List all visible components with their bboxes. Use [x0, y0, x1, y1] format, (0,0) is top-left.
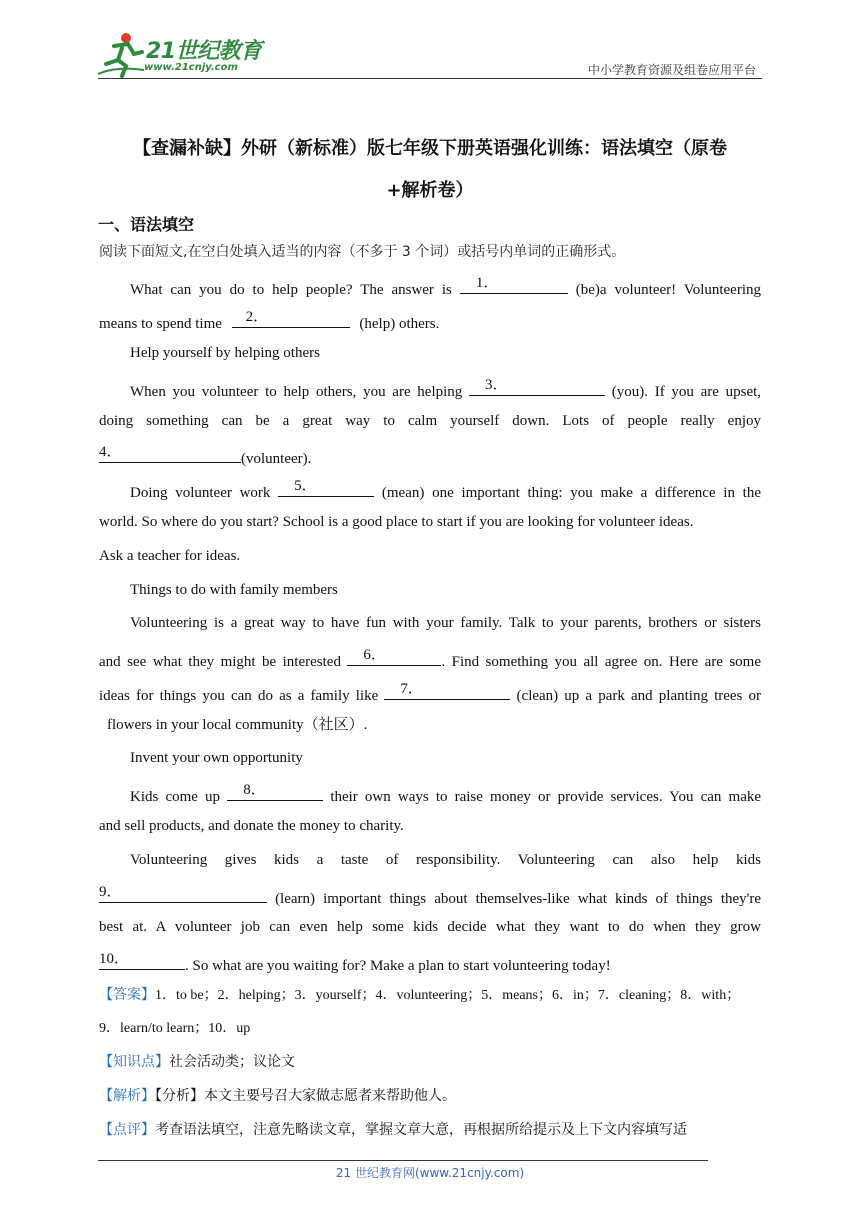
passage-text: . Find something you all agree on. Here are some — [441, 654, 762, 670]
title-line-2: +解析卷） — [386, 180, 474, 201]
passage-text: doing something can be a great way to calm yourself down. Lots of people really enjoy — [99, 413, 761, 429]
passage-line — [99, 715, 761, 735]
passage-text: and sell products, and donate the money to charity. — [99, 818, 404, 834]
passage-line — [99, 613, 761, 633]
blank-2[interactable] — [232, 309, 350, 328]
comment-line — [99, 1120, 761, 1140]
passage-text: Volunteering gives kids a taste of responsibility. Volunteering can also help kids — [130, 852, 761, 868]
blank-10[interactable] — [99, 951, 185, 970]
analysis-line — [99, 1086, 761, 1106]
subheading-text: Help yourself by helping others — [130, 345, 320, 361]
answer-line — [99, 985, 761, 1006]
blank-1[interactable] — [460, 275, 568, 294]
page-header — [0, 0, 860, 90]
comment-text: 考查语法填空，注意先略读文章，掌握文章大意，再根据所给提示及上下文内容填写适 — [155, 1122, 687, 1138]
passage-heading — [99, 580, 761, 600]
runner-logo-icon — [96, 30, 146, 78]
logo-text: 21世纪教育 — [146, 39, 262, 64]
passage-line — [99, 681, 761, 706]
passage-text: (be)a volunteer! Volunteering — [575, 282, 762, 298]
blank-number: 10． — [99, 951, 130, 967]
knowledge-text: 社会活动类；议论文 — [169, 1054, 295, 1070]
blank-number: 7． — [400, 681, 423, 697]
blank-3[interactable] — [469, 377, 605, 396]
platform-label: 中小学教育资源及组卷应用平台 — [587, 63, 756, 77]
passage-line — [99, 917, 761, 937]
passage-text: What can you do to help people? The answer is — [130, 282, 452, 298]
document-title — [96, 128, 764, 212]
passage-text: flowers in your local community（社区）. — [107, 717, 368, 733]
blank-9[interactable] — [99, 884, 267, 903]
blank-8[interactable] — [227, 782, 323, 801]
blank-5[interactable] — [278, 478, 374, 497]
passage-text: world. So where do you start? School is a good place to start if you are looking for volunteer ideas. — [99, 514, 694, 530]
logo-url: www.21cnjy.com — [144, 62, 238, 73]
footer-link[interactable]: 21 世纪教育网(www.21cnjy.com) — [335, 1166, 525, 1180]
passage-text: Ask a teacher for ideas. — [99, 548, 241, 564]
passage-text: Volunteering is a great way to have fun with your family. Talk to your parents, brothers or sisters — [130, 615, 761, 631]
passage-line — [99, 647, 761, 672]
passage-text: ideas for things you can do as a family like — [99, 688, 379, 704]
blank-number: 9． — [99, 884, 122, 900]
blank-6[interactable] — [347, 647, 441, 666]
passage-line — [99, 275, 761, 300]
passage-line — [99, 546, 761, 566]
passage-line — [99, 444, 761, 469]
passage-text: Doing volunteer work — [130, 485, 271, 501]
passage-line — [99, 377, 761, 402]
passage-heading — [99, 343, 761, 363]
passage-heading — [99, 748, 761, 768]
passage-text: When you volunteer to help others, you are helping — [130, 384, 463, 400]
title-line-1: 【查漏补缺】外研（新标准）版七年级下册英语强化训练：语法填空（原卷 — [133, 138, 727, 159]
answer-text: 1．to be；2．helping；3．yourself；4．volunteering；5．means；6．in；7．cleaning；8．with； — [155, 988, 741, 1003]
passage-text: (clean) up a park and planting trees or — [516, 688, 762, 704]
passage-line — [99, 951, 761, 976]
knowledge-line — [99, 1052, 761, 1072]
passage-text: means to spend time — [99, 316, 222, 332]
passage-text: (you). If you are upset, — [611, 384, 762, 400]
passage-text: (volunteer). — [241, 451, 312, 467]
blank-number: 6． — [363, 647, 386, 663]
passage-text: . So what are you waiting for? Make a plan to start volunteering today! — [185, 958, 611, 974]
passage-line — [99, 816, 761, 836]
passage-line — [99, 782, 761, 807]
blank-number: 8． — [243, 782, 266, 798]
blank-number: 1． — [475, 275, 499, 291]
passage-line — [99, 309, 761, 334]
passage-text: (help) others. — [359, 316, 440, 332]
passage-line — [99, 478, 761, 503]
subheading-text: Things to do with family members — [130, 582, 338, 598]
analysis-label: 【解析】 — [99, 1088, 155, 1104]
comment-label: 【点评】 — [99, 1122, 155, 1138]
blank-number: 4． — [99, 444, 122, 460]
blank-7[interactable] — [384, 681, 510, 700]
blank-number: 3． — [485, 377, 508, 393]
passage-text: (mean) one important thing: you make a difference in the — [381, 485, 762, 501]
passage-text: their own ways to raise money or provide services. You can make — [330, 789, 762, 805]
blank-number: 2． — [245, 309, 269, 325]
header-divider — [98, 78, 762, 79]
site-logo[interactable] — [96, 30, 266, 82]
instruction-text: 阅读下面短文,在空白处填入适当的内容（不多于 3 个词）或括号内单词的正确形式。 — [99, 244, 626, 260]
blank-number: 5． — [294, 478, 317, 494]
knowledge-label: 【知识点】 — [99, 1054, 169, 1070]
passage-text: and see what they might be interested — [99, 654, 341, 670]
passage-text: best at. A volunteer job can even help some kids decide what they want to do when they grow — [99, 919, 761, 935]
answer-label: 【答案】 — [99, 987, 155, 1003]
passage-text: (learn) important things about themselves-like what kinds of things they're — [275, 891, 762, 907]
passage-line — [99, 884, 761, 909]
passage-line — [99, 512, 761, 532]
passage-line — [99, 411, 761, 431]
answer-text: 9．learn/to learn；10．up — [99, 1021, 251, 1036]
footer-divider — [98, 1160, 708, 1161]
subheading-text: Invent your own opportunity — [130, 750, 303, 766]
passage-text: Kids come up — [130, 789, 221, 805]
blank-4[interactable] — [99, 444, 241, 463]
answer-line — [99, 1019, 761, 1039]
passage-line — [99, 850, 761, 870]
analysis-text: 【分析】本文主要号召大家做志愿者来帮助他人。 — [155, 1088, 456, 1104]
section-heading: 一、语法填空 — [98, 215, 195, 234]
